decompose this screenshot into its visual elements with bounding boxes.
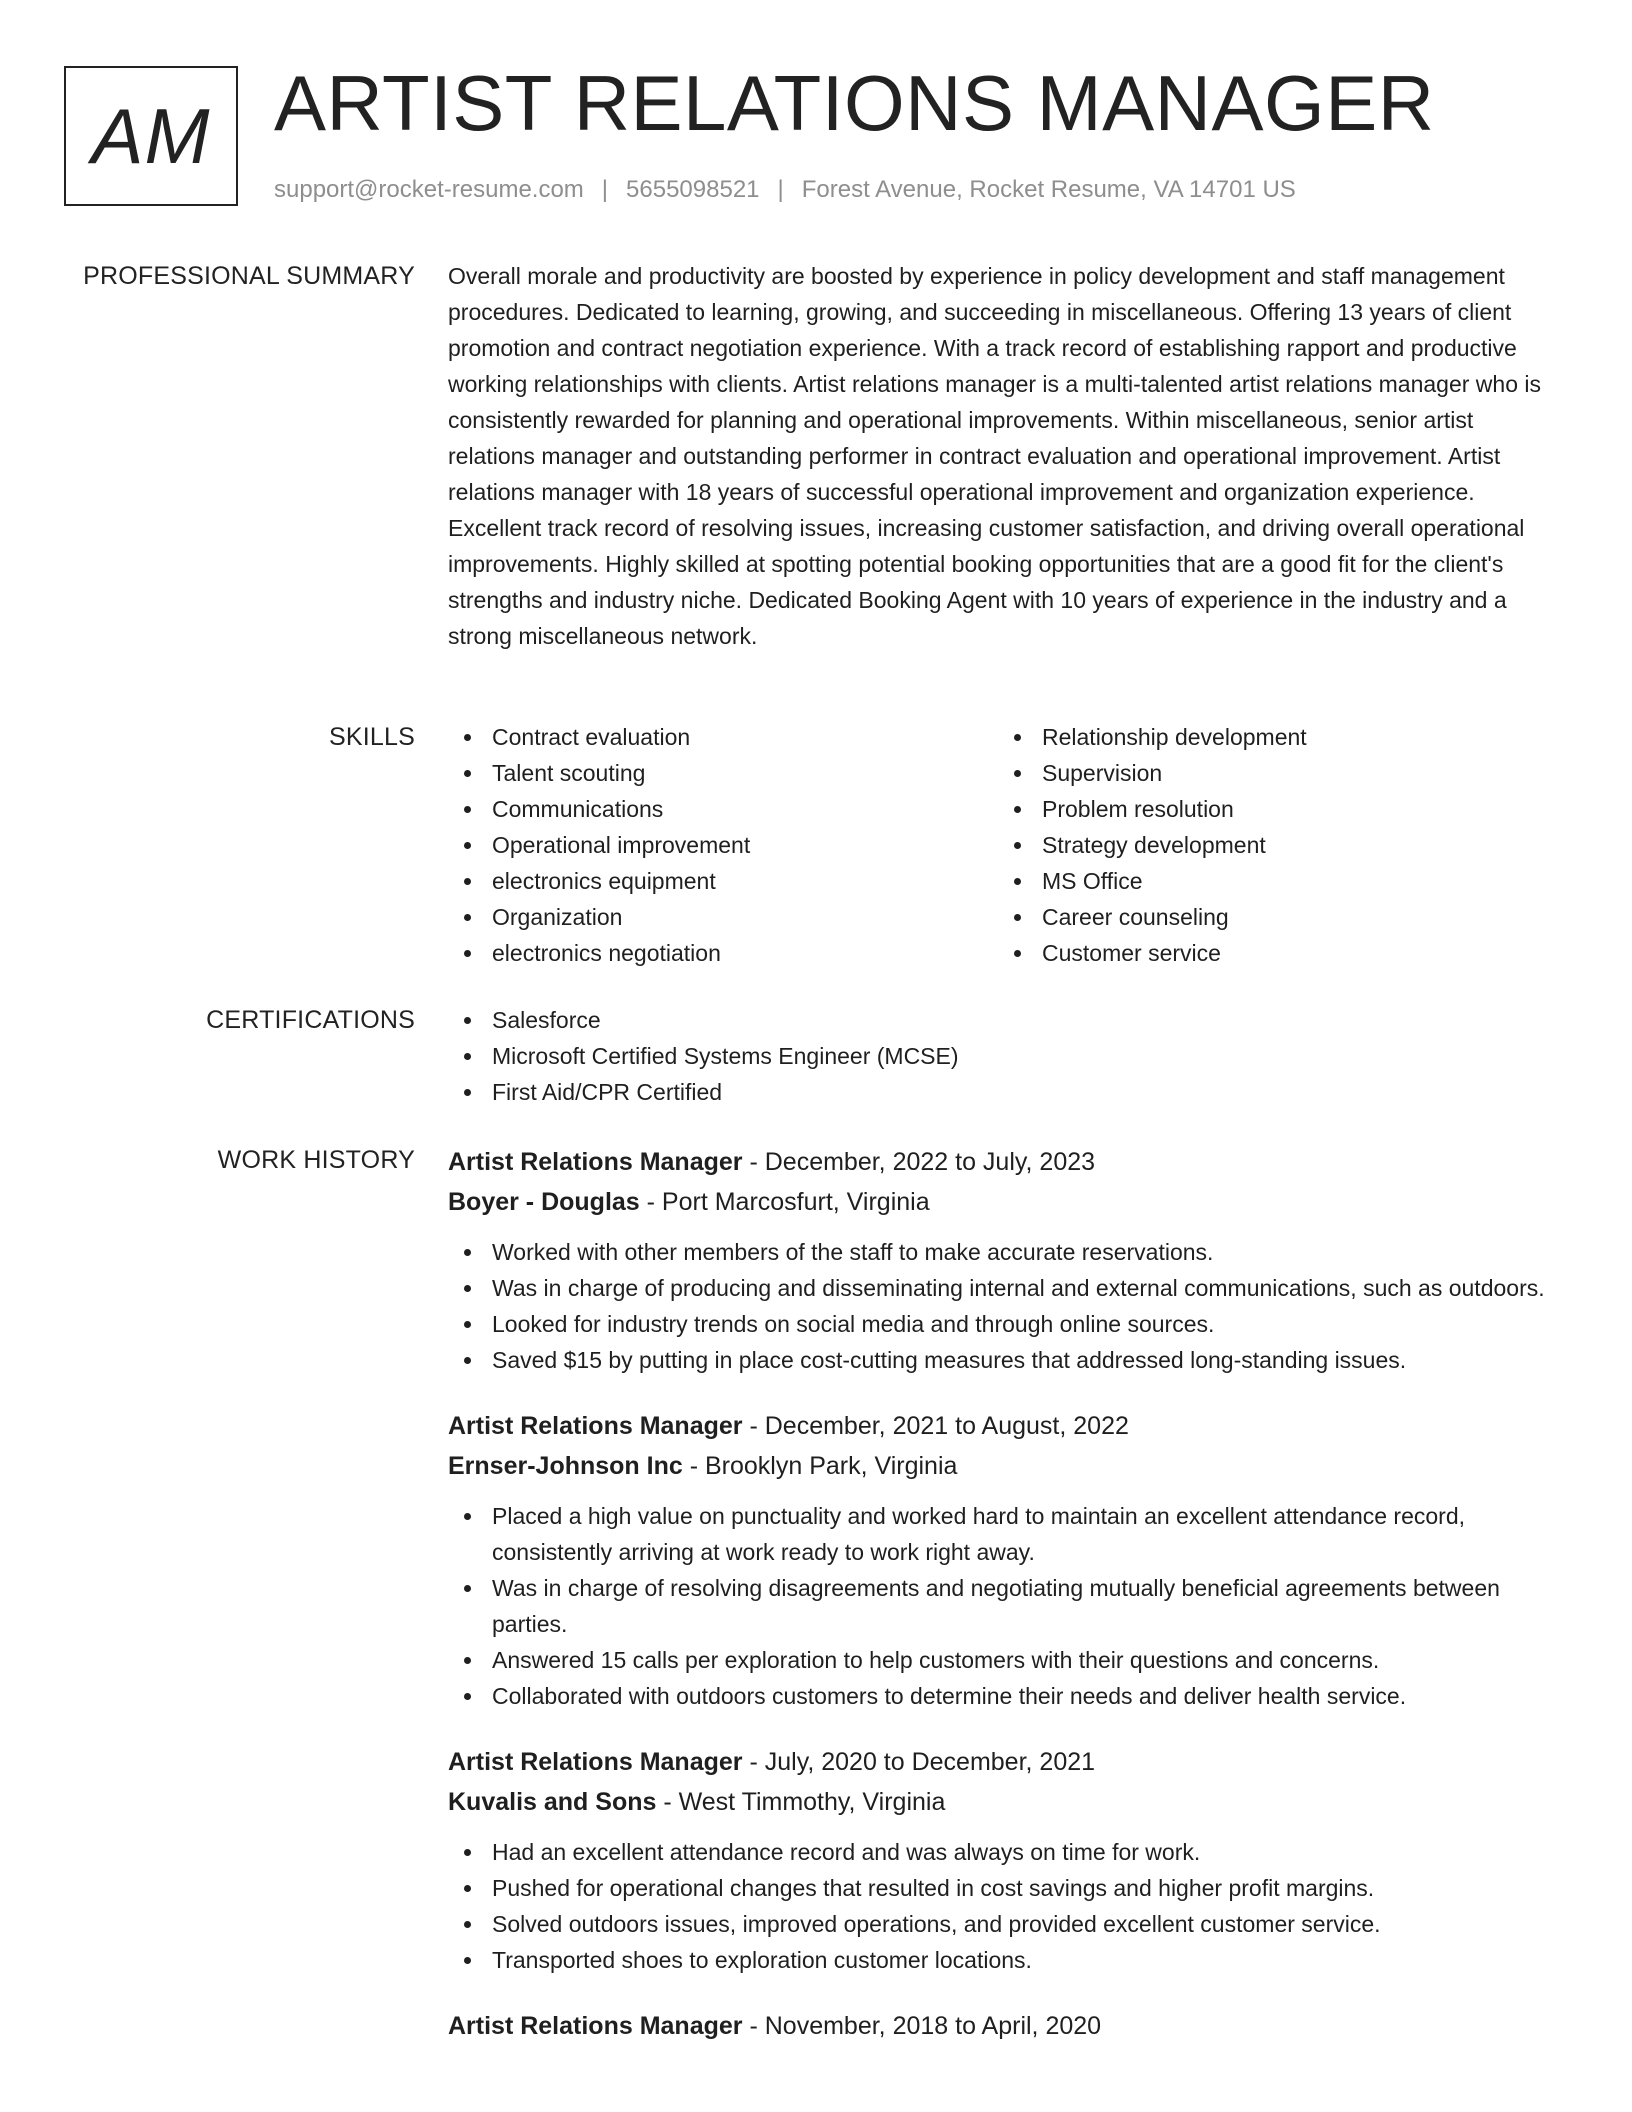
job-dates: - July, 2020 to December, 2021 (742, 1748, 1096, 1776)
work-history-body (448, 1142, 1563, 2074)
job-company: Boyer - Douglas (448, 1188, 640, 1216)
list-item: Relationship development (998, 719, 1548, 755)
list-item: MS Office (998, 863, 1548, 899)
job-title: Artist Relations Manager (448, 1748, 743, 1776)
job-title-line (448, 1142, 1563, 1182)
contact-email: support@rocket-resume.com (274, 176, 584, 203)
job-company-line (448, 1446, 1563, 1486)
list-item: Operational improvement (448, 827, 998, 863)
skills-body (448, 719, 1563, 971)
job-location: - Brooklyn Park, Virginia (682, 1452, 958, 1480)
list-item: Answered 15 calls per exploration to help customers with their questions and concerns. (448, 1642, 1563, 1678)
list-item: Solved outdoors issues, improved operations, and provided excellent customer service. (448, 1906, 1563, 1942)
summary-body (448, 258, 1563, 654)
contact-phone: 5655098521 (626, 176, 760, 203)
list-item: Talent scouting (448, 755, 998, 791)
list-item: Placed a high value on punctuality and worked hard to maintain an excellent attendance record, consistently arriving at work ready to work right away. (448, 1498, 1563, 1570)
certifications-body (448, 1002, 1563, 1110)
job-location: - Port Marcosfurt, Virginia (639, 1188, 930, 1216)
job-location: - West Timmothy, Virginia (656, 1788, 946, 1816)
contact-separator: | (777, 176, 784, 203)
list-item: Worked with other members of the staff to make accurate reservations. (448, 1234, 1563, 1270)
job-dates: - December, 2021 to August, 2022 (742, 1412, 1129, 1440)
list-item: Career counseling (998, 899, 1548, 935)
job-bullets (448, 1834, 1563, 1978)
job-title: Artist Relations Manager (448, 2012, 743, 2040)
certifications-list (448, 1002, 1563, 1110)
job-title: Artist Relations Manager (448, 1148, 743, 1176)
certifications-heading: CERTIFICATIONS (206, 1006, 415, 1034)
list-item: Looked for industry trends on social media and through online sources. (448, 1306, 1563, 1342)
page-title: ARTIST RELATIONS MANAGER (274, 59, 1435, 147)
job-entry (448, 1406, 1563, 1714)
job-company: Ernser-Johnson Inc (448, 1452, 683, 1480)
list-item: Pushed for operational changes that resulted in cost savings and higher profit margins. (448, 1870, 1563, 1906)
job-entry (448, 1142, 1563, 1378)
list-item: Problem resolution (998, 791, 1548, 827)
list-item: Had an excellent attendance record and was always on time for work. (448, 1834, 1563, 1870)
initials: AM (91, 91, 211, 180)
job-entry (448, 2006, 1563, 2046)
contact-line (274, 174, 1296, 206)
job-dates: - November, 2018 to April, 2020 (742, 2012, 1102, 2040)
skills-list-right (998, 719, 1548, 971)
list-item: Saved $15 by putting in place cost-cutting measures that addressed long-standing issues. (448, 1342, 1563, 1378)
list-item: Transported shoes to exploration customer locations. (448, 1942, 1563, 1978)
list-item: First Aid/CPR Certified (448, 1074, 1563, 1110)
list-item: Organization (448, 899, 998, 935)
list-item: Contract evaluation (448, 719, 998, 755)
skills-heading: SKILLS (329, 723, 415, 751)
job-title-line (448, 1406, 1563, 1446)
list-item: electronics equipment (448, 863, 998, 899)
list-item: Microsoft Certified Systems Engineer (MCSE) (448, 1038, 1563, 1074)
monogram-box (64, 66, 238, 206)
job-title: Artist Relations Manager (448, 1412, 743, 1440)
job-company-line (448, 1182, 1563, 1222)
job-company: Kuvalis and Sons (448, 1788, 657, 1816)
list-item: Was in charge of producing and disseminating internal and external communications, such as outdoors. (448, 1270, 1563, 1306)
job-dates: - December, 2022 to July, 2023 (742, 1148, 1096, 1176)
summary-heading: PROFESSIONAL SUMMARY (83, 262, 415, 290)
job-bullets (448, 1234, 1563, 1378)
list-item: Communications (448, 791, 998, 827)
job-entry (448, 1742, 1563, 1978)
list-item: Was in charge of resolving disagreements and negotiating mutually beneficial agreements between parties. (448, 1570, 1563, 1642)
contact-separator: | (601, 176, 609, 203)
work-history-heading: WORK HISTORY (217, 1146, 415, 1174)
job-title-line (448, 2006, 1563, 2046)
job-company-line (448, 1782, 1563, 1822)
skills-list-left (448, 719, 998, 971)
list-item: Salesforce (448, 1002, 1563, 1038)
list-item: Supervision (998, 755, 1548, 791)
list-item: Collaborated with outdoors customers to determine their needs and deliver health service. (448, 1678, 1563, 1714)
list-item: Strategy development (998, 827, 1548, 863)
list-item: electronics negotiation (448, 935, 998, 971)
contact-address: Forest Avenue, Rocket Resume, VA 14701 US (801, 176, 1296, 203)
job-bullets (448, 1498, 1563, 1714)
list-item: Customer service (998, 935, 1548, 971)
summary-text: Overall morale and productivity are boosted by experience in policy development and staff management procedures. Dedicated to learning, growing, and succeeding in miscellaneous. Offering 13 years of client promotion and contract negotiation experience. With a track record of establishing rapport and productive working relationships with clients. Artist relations manager is a multi-talented artist relations manager who is consistently rewarded for planning and operational improvements. Within miscellaneous, senior artist relations manager and outstanding performer in contract evaluation and operational improvement. Artist relations manager with 18 years of successful operational improvement and organization experience. Excellent track record of resolving issues, increasing customer satisfaction, and driving overall operational improvements. Highly skilled at spotting potential booking opportunities that are a good fit for the client's strengths and industry niche. Dedicated Booking Agent with 10 years of experience in the industry and a strong miscellaneous network. (448, 263, 1541, 649)
job-title-line (448, 1742, 1563, 1782)
